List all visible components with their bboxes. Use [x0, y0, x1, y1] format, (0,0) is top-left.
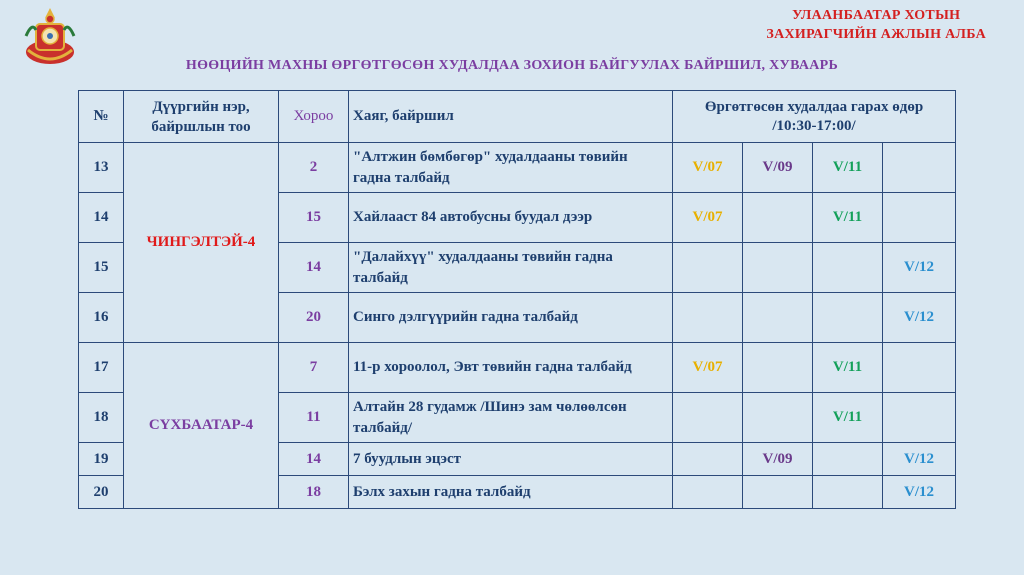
table-row [79, 343, 956, 393]
row-number: 14 [79, 193, 124, 243]
day-cell [743, 243, 813, 293]
address: 7 буудлын эцэст [349, 443, 673, 476]
khoroo-number: 18 [279, 476, 349, 509]
day-cell [883, 393, 956, 443]
row-number: 13 [79, 143, 124, 193]
header-district [124, 91, 279, 143]
day-cell [673, 443, 743, 476]
page-title: НӨӨЦИЙН МАХНЫ ӨРГӨТГӨСӨН ХУДАЛДАА ЗОХИОН БАЙГУУЛАХ БАЙРШИЛ, ХУВААРЬ [185, 58, 839, 73]
khoroo-number: 14 [279, 243, 349, 293]
address: 11-р хороолол, Эвт төвийн гадна талбайд [349, 343, 673, 393]
day-cell [743, 343, 813, 393]
day-cell [673, 293, 743, 343]
day-cell: V/07 [673, 143, 743, 193]
header-days-line-2: /10:30-17:00/ [772, 117, 856, 134]
row-number: 15 [79, 243, 124, 293]
day-cell: V/11 [813, 193, 883, 243]
day-cell [883, 343, 956, 393]
district-name: ЧИНГЭЛТЭЙ-4 [124, 143, 279, 343]
day-cell: V/11 [813, 343, 883, 393]
day-cell: V/09 [743, 443, 813, 476]
day-cell [883, 143, 956, 193]
khoroo-number: 7 [279, 343, 349, 393]
row-number: 16 [79, 293, 124, 343]
org-line-2: ЗАХИРАГЧИЙН АЖЛЫН АЛБА [766, 27, 986, 42]
address: "Далайхүү" худалдааны төвийн гадна талбайд [349, 243, 673, 293]
row-number: 18 [79, 393, 124, 443]
day-cell [883, 193, 956, 243]
day-cell [813, 293, 883, 343]
header-number: № [79, 91, 124, 143]
day-cell [743, 393, 813, 443]
day-cell: V/07 [673, 193, 743, 243]
row-number: 20 [79, 476, 124, 509]
row-number: 17 [79, 343, 124, 393]
khoroo-number: 14 [279, 443, 349, 476]
header-khoroo: Хороо [279, 91, 349, 143]
day-cell [813, 443, 883, 476]
address: Бэлх захын гадна талбайд [349, 476, 673, 509]
day-cell [673, 476, 743, 509]
day-cell: V/12 [883, 243, 956, 293]
header-address: Хаяг, байршил [349, 91, 673, 143]
day-cell [813, 476, 883, 509]
day-cell: V/07 [673, 343, 743, 393]
day-cell [813, 243, 883, 293]
row-number: 19 [79, 443, 124, 476]
day-cell [743, 476, 813, 509]
header-district-line-2: байршлын тоо [151, 118, 251, 135]
table-row [79, 143, 956, 193]
header-district-line-1: Дүүргийн нэр, [152, 98, 250, 115]
day-cell [673, 243, 743, 293]
day-cell [743, 293, 813, 343]
khoroo-number: 11 [279, 393, 349, 443]
district-name: СҮХБААТАР-4 [124, 343, 279, 509]
day-cell: V/12 [883, 443, 956, 476]
day-cell: V/11 [813, 143, 883, 193]
address: Хайлааст 84 автобусны буудал дээр [349, 193, 673, 243]
khoroo-number: 2 [279, 143, 349, 193]
table-header-row [79, 91, 956, 143]
header-days-line-1: Өргөтгөсөн худалдаа гарах өдөр [704, 98, 924, 115]
address: Алтайн 28 гудамж /Шинэ зам чөлөөлсөн талбайд/ [349, 393, 673, 443]
day-cell: V/09 [743, 143, 813, 193]
organization-name [766, 6, 986, 44]
day-cell [673, 393, 743, 443]
org-line-1: УЛААНБААТАР ХОТЫН [792, 8, 961, 23]
address: "Алтжин бөмбөгөр" худалдааны төвийн гадна талбайд [349, 143, 673, 193]
day-cell: V/11 [813, 393, 883, 443]
khoroo-number: 20 [279, 293, 349, 343]
khoroo-number: 15 [279, 193, 349, 243]
day-cell: V/12 [883, 476, 956, 509]
schedule-table [78, 90, 956, 509]
header-days [673, 91, 956, 143]
day-cell [743, 193, 813, 243]
day-cell: V/12 [883, 293, 956, 343]
address: Синго дэлгүүрийн гадна талбайд [349, 293, 673, 343]
